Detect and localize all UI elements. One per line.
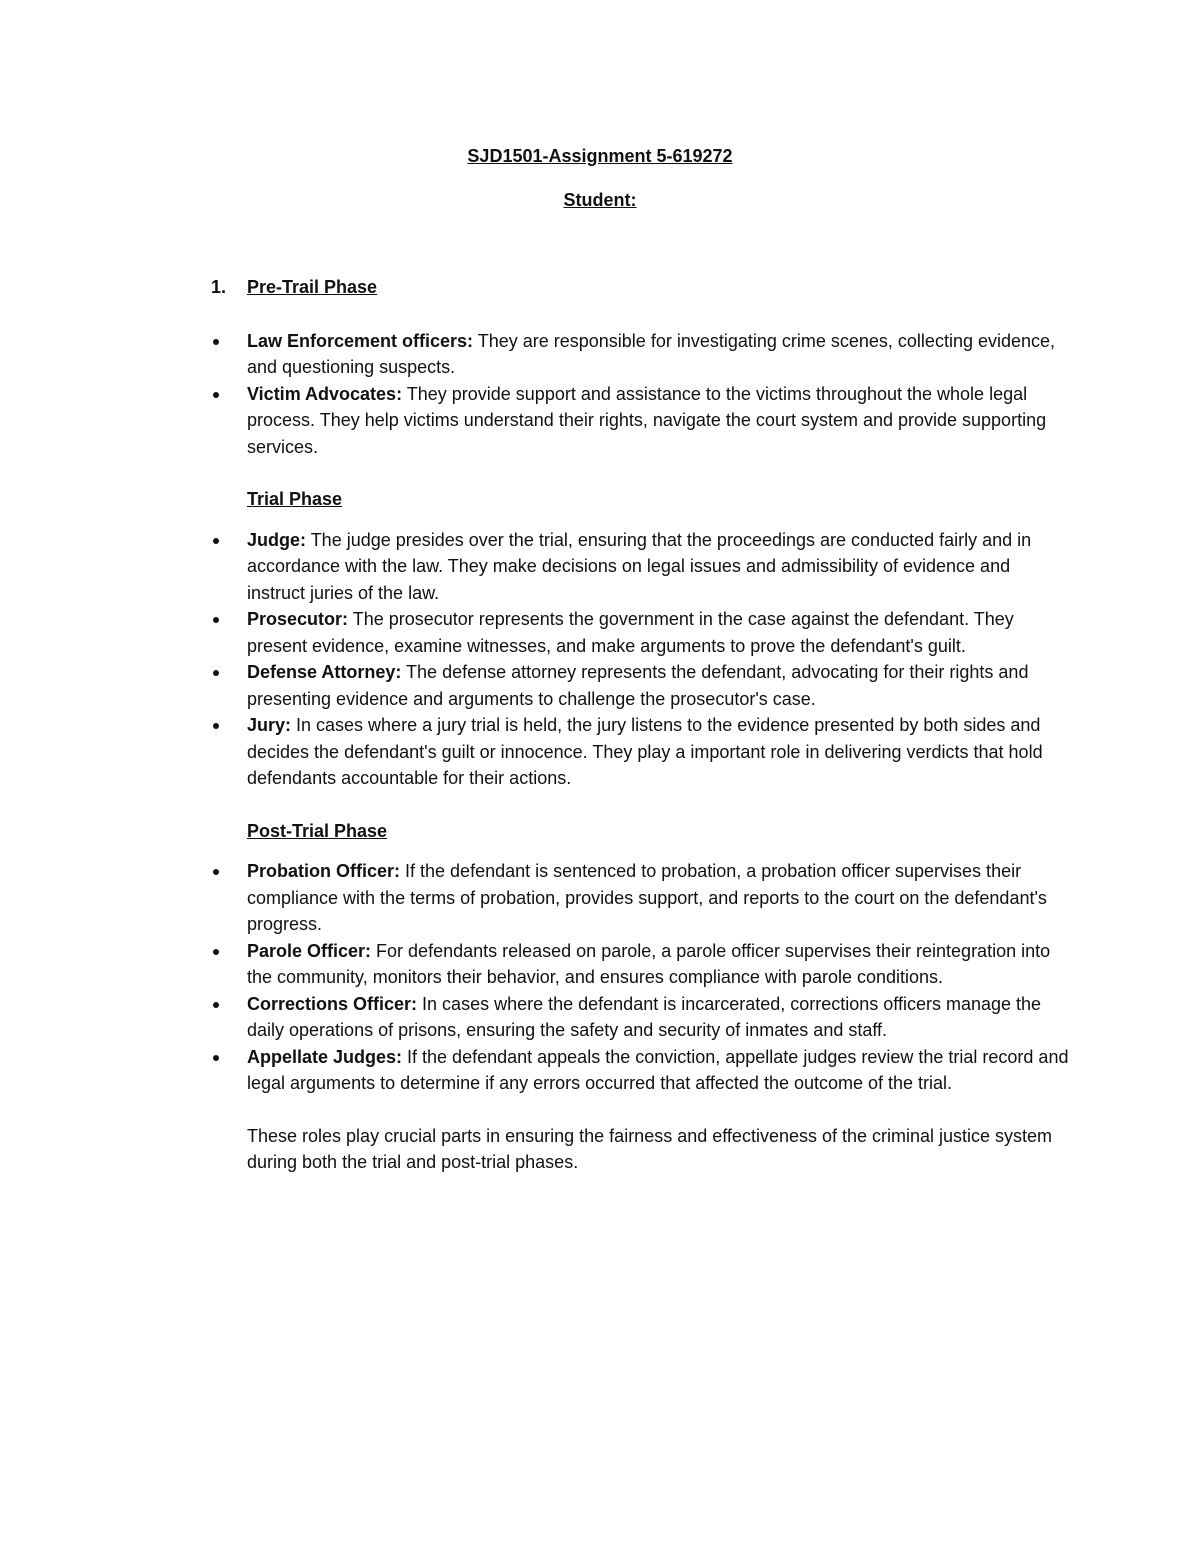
role-description: The defense attorney represents the defendant, advocating for their rights and presenting evidence and arguments to challenge the prosecutor's case.	[247, 662, 1029, 709]
list-item	[211, 527, 1071, 607]
role-description: In cases where the defendant is incarcerated, corrections officers manage the daily operations of prisons, ensuring the safety and security of inmates and staff.	[247, 993, 1042, 1040]
trial-heading: Trial Phase	[247, 489, 343, 509]
list-item	[211, 858, 1071, 938]
pre-trial-list	[211, 328, 1071, 461]
role-term: Jury:	[247, 715, 292, 735]
pre-trial-heading: Pre-Trail Phase	[247, 277, 378, 297]
pre-trial-heading-row	[211, 274, 1071, 301]
role-description: They provide support and assistance to the victims throughout the whole legal process. They help victims understand their rights, navigate the court system and provide supporting services.	[247, 383, 1047, 457]
section-number: 1.	[211, 277, 227, 297]
closing-paragraph: These roles play crucial parts in ensuring the fairness and effectiveness of the criminal justice system during both the trial and post-trial phases.	[247, 1125, 1053, 1172]
role-term: Judge:	[247, 529, 307, 550]
role-term: Prosecutor:	[247, 609, 349, 629]
list-item	[211, 606, 1071, 659]
role-term: Probation Officer:	[247, 861, 401, 881]
bullet-icon	[213, 670, 219, 676]
role-term: Corrections Officer:	[247, 993, 418, 1014]
bullet-icon	[213, 1055, 219, 1061]
role-term: Parole Officer:	[247, 940, 372, 961]
post-trial-heading: Post-Trial Phase	[247, 820, 388, 841]
list-item	[211, 659, 1071, 712]
bullet-icon	[213, 949, 219, 955]
trial-list	[211, 527, 1071, 792]
role-description: If the defendant is sentenced to probation, a probation officer supervises their compliance with the terms of probation, provides support, and reports to the court on the defendant's progress.	[247, 861, 1047, 934]
bullet-icon	[213, 869, 219, 875]
bullet-icon	[213, 1002, 219, 1008]
bullet-icon	[213, 339, 219, 345]
role-description: In cases where a jury trial is held, the jury listens to the evidence presented by both sides and decides the defendant's guilt or innocence. They play a important role in delivering verdicts that hold defendants accountable for their actions.	[247, 715, 1043, 788]
bullet-icon	[213, 392, 219, 398]
bullet-icon	[213, 723, 219, 729]
student-label: Student:	[563, 190, 637, 210]
role-description: If the defendant appeals the conviction, appellate judges review the trial record and legal arguments to determine if any errors occurred that affected the outcome of the trial.	[247, 1046, 1069, 1093]
role-description: They are responsible for investigating crime scenes, collecting evidence, and questioning suspects.	[247, 330, 1056, 377]
list-item	[211, 712, 1071, 792]
bullet-icon	[213, 538, 219, 544]
bullet-icon	[213, 617, 219, 623]
role-description: The judge presides over the trial, ensuring that the proceedings are conducted fairly and in accordance with the law. They make decisions on legal issues and admissibility of evidence and instruct juries of the law.	[247, 529, 1032, 603]
list-item	[211, 991, 1071, 1044]
role-term: Law Enforcement officers:	[247, 330, 474, 351]
document-title: SJD1501-Assignment 5-619272	[467, 146, 733, 166]
post-trial-list	[211, 858, 1071, 1097]
list-item	[211, 381, 1071, 461]
list-item	[211, 938, 1071, 991]
role-term: Defense Attorney:	[247, 662, 402, 682]
role-description: For defendants released on parole, a parole officer supervises their reintegration into the community, monitors their behavior, and ensures compliance with parole conditions.	[247, 940, 1051, 987]
list-item	[211, 328, 1071, 381]
list-item	[211, 1044, 1071, 1097]
role-term: Victim Advocates:	[247, 383, 403, 404]
role-term: Appellate Judges:	[247, 1046, 403, 1067]
role-description: The prosecutor represents the government in the case against the defendant. They present evidence, examine witnesses, and make arguments to prove the defendant's guilt.	[247, 609, 1014, 656]
document-body	[211, 274, 1071, 1176]
